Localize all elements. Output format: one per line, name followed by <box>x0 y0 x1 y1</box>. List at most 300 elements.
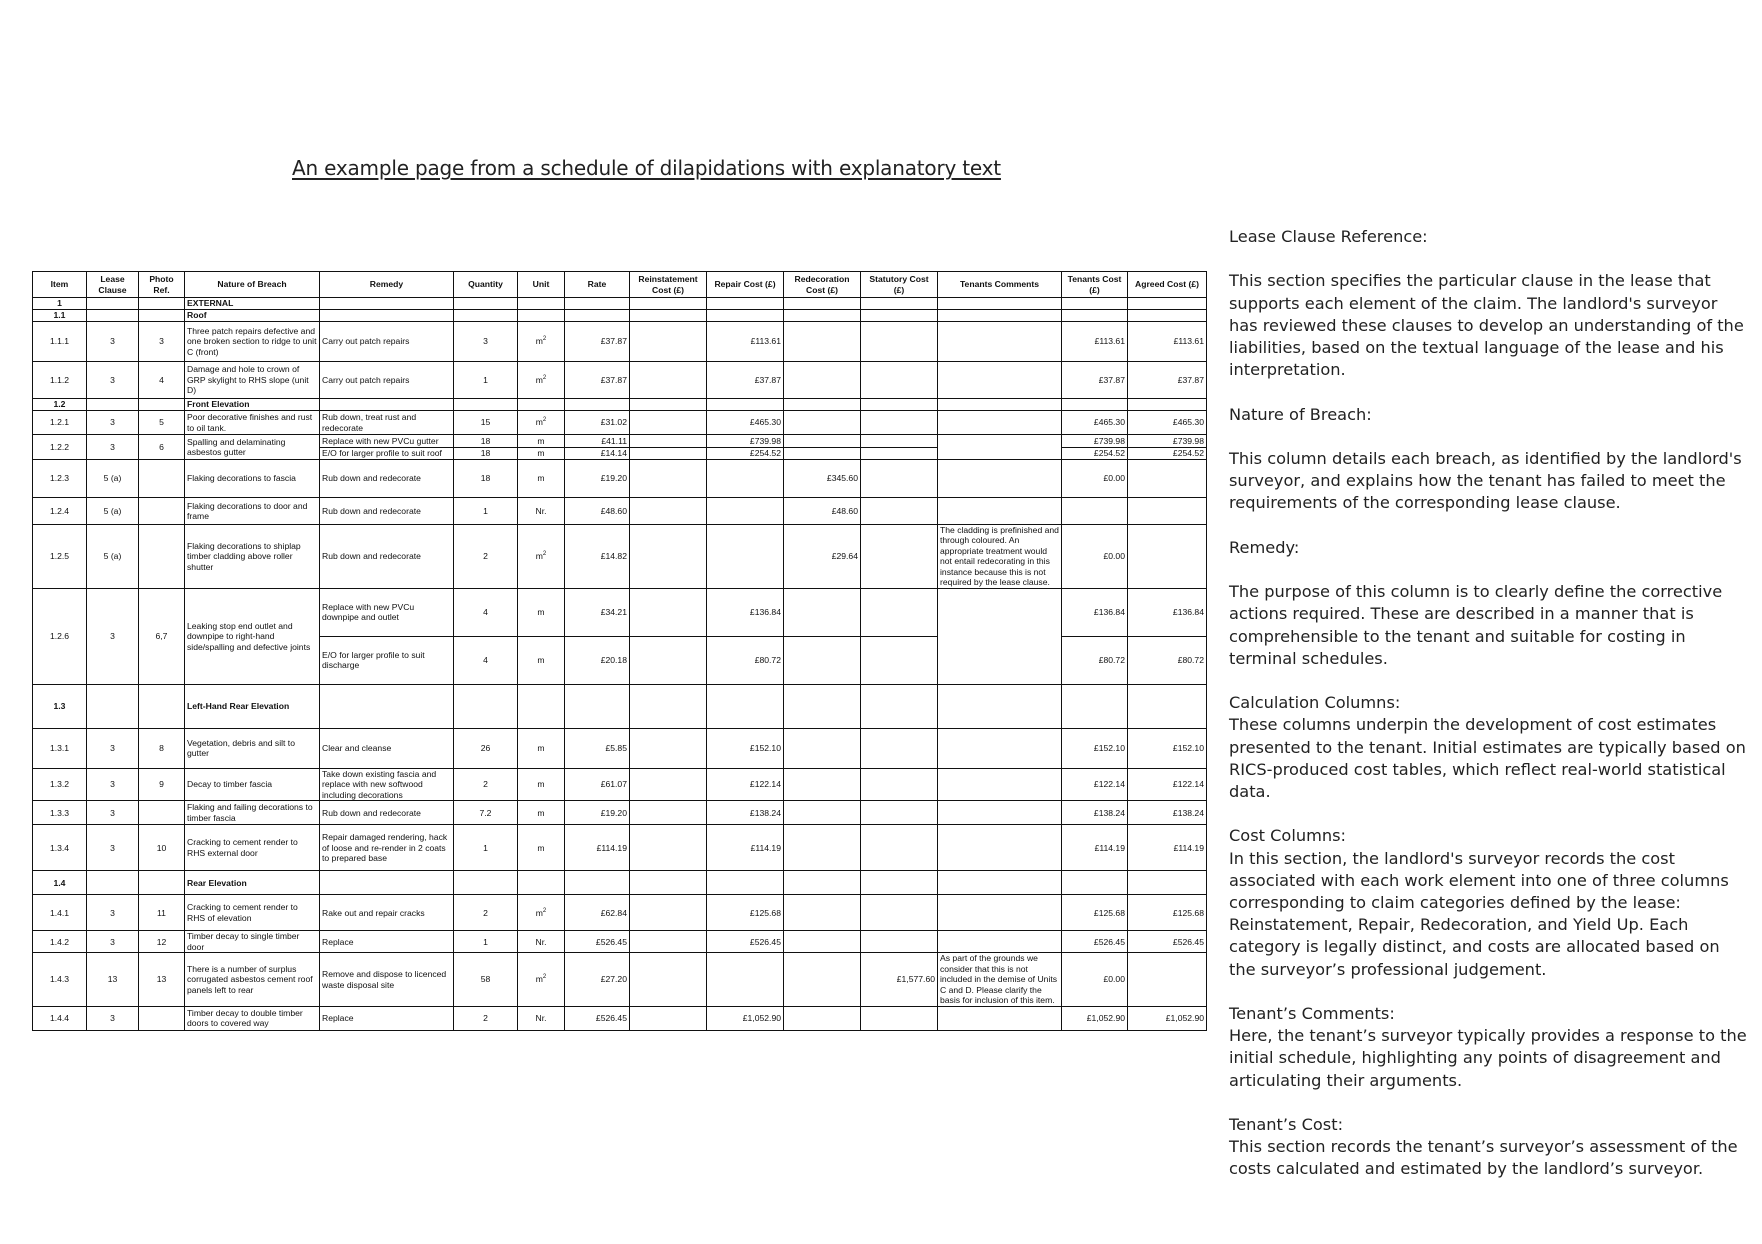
agreed-cost: £739.98 <box>1128 435 1207 448</box>
agreed-cost: £125.68 <box>1128 895 1207 931</box>
header-item: Item <box>33 272 87 298</box>
unit <box>518 322 565 362</box>
redecoration-cost <box>784 931 861 953</box>
unit-text: m <box>535 974 543 985</box>
repair-cost: £739.98 <box>707 435 784 448</box>
unit <box>518 435 565 448</box>
nature-of-breach: Poor decorative finishes and rust to oil tank. <box>185 411 320 435</box>
empty-cell <box>707 871 784 895</box>
photo-ref: 4 <box>139 362 185 399</box>
redecoration-cost <box>784 588 861 636</box>
agreed-cost: £152.10 <box>1128 728 1207 768</box>
unit-text: Nr. <box>535 936 547 947</box>
tenants-comments <box>938 588 1062 684</box>
note-heading: Nature of Breach: <box>1229 404 1372 424</box>
empty-cell <box>139 871 185 895</box>
unit <box>518 525 565 589</box>
unit <box>518 1006 565 1030</box>
statutory-cost <box>861 588 938 636</box>
empty-cell <box>454 310 518 322</box>
remedy: Take down existing fascia and replace with new softwood including decorations <box>320 768 454 800</box>
rate: £526.45 <box>565 931 630 953</box>
section-number: 1.2 <box>33 399 87 411</box>
lease-clause: 3 <box>87 931 139 953</box>
tenants-comments <box>938 362 1062 399</box>
dilapidations-schedule-table <box>32 271 1207 1031</box>
remedy: Replace <box>320 931 454 953</box>
tenants-comments <box>938 435 1062 460</box>
quantity: 18 <box>454 448 518 460</box>
repair-cost: £80.72 <box>707 636 784 684</box>
photo-ref <box>139 1006 185 1030</box>
note-block <box>1229 1114 1749 1181</box>
tenants-comments: As part of the grounds we consider that this is not included in the demise of Units C and D. Please clarify the basis for inclusion of this item. <box>938 953 1062 1006</box>
lease-clause: 5 (a) <box>87 498 139 525</box>
note-block <box>1229 692 1749 803</box>
rate: £61.07 <box>565 768 630 800</box>
note-body: Here, the tenant’s surveyor typically provides a response to the initial schedule, highlighting any points of disagreement and articulating their arguments. <box>1229 1026 1747 1090</box>
empty-cell <box>1062 310 1128 322</box>
rate: £48.60 <box>565 498 630 525</box>
note-block <box>1229 537 1749 670</box>
header-unit: Unit <box>518 272 565 298</box>
tenants-comments <box>938 460 1062 498</box>
reinstatement-cost <box>630 362 707 399</box>
tenants-comments: The cladding is prefinished and through coloured. An appropriate treatment would not entail redecorating in this instance because this is not required by the lease clause. <box>938 525 1062 589</box>
empty-cell <box>630 684 707 728</box>
redecoration-cost <box>784 322 861 362</box>
section-row <box>33 298 1207 310</box>
tenants-cost: £37.87 <box>1062 362 1128 399</box>
note-body: This column details each breach, as identified by the landlord's surveyor, and explains how the tenant has failed to meet the requirements of the corresponding lease clause. <box>1229 448 1742 513</box>
photo-ref: 13 <box>139 953 185 1006</box>
statutory-cost <box>861 448 938 460</box>
tenants-comments <box>938 768 1062 800</box>
statutory-cost <box>861 825 938 871</box>
rate: £37.87 <box>565 322 630 362</box>
header-lease-clause: Lease Clause <box>87 272 139 298</box>
empty-cell <box>139 684 185 728</box>
note-body: In this section, the landlord's surveyor records the cost associated with each work element into one of three columns corresponding to claim categories defined by the lease: Reinstatement, Repair, Redecoration, and Yield Up. Each category is legally distinct, and costs are allocated based on the surveyor’s professional judgement. <box>1229 848 1729 979</box>
agreed-cost: £1,052.90 <box>1128 1006 1207 1030</box>
nature-of-breach: Damage and hole to crown of GRP skylight to RHS slope (unit D) <box>185 362 320 399</box>
empty-cell <box>565 310 630 322</box>
empty-cell <box>87 310 139 322</box>
empty-cell <box>518 298 565 310</box>
unit <box>518 895 565 931</box>
photo-ref: 9 <box>139 768 185 800</box>
remedy: Clear and cleanse <box>320 728 454 768</box>
header-repair-cost: Repair Cost (£) <box>707 272 784 298</box>
repair-cost: £122.14 <box>707 768 784 800</box>
repair-cost: £125.68 <box>707 895 784 931</box>
section-label: Front Elevation <box>185 399 320 411</box>
reinstatement-cost <box>630 588 707 636</box>
unit-superscript: 2 <box>542 974 547 981</box>
empty-cell <box>784 871 861 895</box>
redecoration-cost <box>784 411 861 435</box>
header-remedy: Remedy <box>320 272 454 298</box>
table-row <box>33 525 1207 589</box>
empty-cell <box>454 399 518 411</box>
repair-cost: £152.10 <box>707 728 784 768</box>
unit-text: m <box>535 551 543 562</box>
empty-cell <box>1062 298 1128 310</box>
reinstatement-cost <box>630 448 707 460</box>
reinstatement-cost <box>630 931 707 953</box>
table-row <box>33 895 1207 931</box>
repair-cost: £114.19 <box>707 825 784 871</box>
unit-text: m <box>537 842 545 853</box>
empty-cell <box>320 871 454 895</box>
header-rate: Rate <box>565 272 630 298</box>
remedy: E/O for larger profile to suit discharge <box>320 636 454 684</box>
empty-cell <box>139 399 185 411</box>
note-body: The purpose of this column is to clearly define the corrective actions required. These are described in a manner that is comprehensible to the tenant and suitable for costing in terminal schedules. <box>1229 582 1723 668</box>
item-number: 1.3.4 <box>33 825 87 871</box>
statutory-cost <box>861 931 938 953</box>
tenants-comments <box>938 825 1062 871</box>
explanatory-notes <box>1229 226 1749 1203</box>
quantity: 1 <box>454 362 518 399</box>
quantity: 18 <box>454 435 518 448</box>
nature-of-breach: Flaking decorations to door and frame <box>185 498 320 525</box>
empty-cell <box>454 298 518 310</box>
table-row <box>33 362 1207 399</box>
unit <box>518 588 565 636</box>
quantity: 7.2 <box>454 801 518 825</box>
lease-clause: 5 (a) <box>87 460 139 498</box>
agreed-cost <box>1128 525 1207 589</box>
tenants-cost: £136.84 <box>1062 588 1128 636</box>
redecoration-cost <box>784 801 861 825</box>
rate: £27.20 <box>565 953 630 1006</box>
empty-cell <box>630 298 707 310</box>
note-heading: Calculation Columns: <box>1229 693 1401 713</box>
quantity: 18 <box>454 460 518 498</box>
nature-of-breach: Flaking and failing decorations to timber fascia <box>185 801 320 825</box>
statutory-cost <box>861 768 938 800</box>
unit <box>518 460 565 498</box>
item-number: 1.2.1 <box>33 411 87 435</box>
tenants-cost: £254.52 <box>1062 448 1128 460</box>
repair-cost: £37.87 <box>707 362 784 399</box>
rate: £34.21 <box>565 588 630 636</box>
unit <box>518 953 565 1006</box>
tenants-cost: £114.19 <box>1062 825 1128 871</box>
nature-of-breach: Vegetation, debris and silt to gutter <box>185 728 320 768</box>
lease-clause: 3 <box>87 728 139 768</box>
photo-ref: 5 <box>139 411 185 435</box>
tenants-cost: £113.61 <box>1062 322 1128 362</box>
unit-text: m <box>537 473 545 484</box>
section-number: 1.1 <box>33 310 87 322</box>
table-row <box>33 435 1207 448</box>
repair-cost <box>707 953 784 1006</box>
photo-ref: 6,7 <box>139 588 185 684</box>
note-heading: Remedy: <box>1229 537 1300 557</box>
repair-cost: £465.30 <box>707 411 784 435</box>
table-row <box>33 825 1207 871</box>
statutory-cost: £1,577.60 <box>861 953 938 1006</box>
lease-clause: 3 <box>87 362 139 399</box>
empty-cell <box>1128 684 1207 728</box>
quantity: 2 <box>454 525 518 589</box>
statutory-cost <box>861 322 938 362</box>
remedy: Rub down and redecorate <box>320 801 454 825</box>
empty-cell <box>861 871 938 895</box>
quantity: 2 <box>454 1006 518 1030</box>
note-body: These columns underpin the development of cost estimates presented to the tenant. Initial estimates are typically based on RICS-produced cost tables, which reflect real-world statistical data. <box>1229 715 1746 801</box>
empty-cell <box>938 684 1062 728</box>
statutory-cost <box>861 728 938 768</box>
header-statutory-cost: Statutory Cost (£) <box>861 272 938 298</box>
table-row <box>33 728 1207 768</box>
redecoration-cost <box>784 362 861 399</box>
section-number: 1 <box>33 298 87 310</box>
note-heading: Cost Columns: <box>1229 826 1347 846</box>
tenants-cost: £526.45 <box>1062 931 1128 953</box>
reinstatement-cost <box>630 525 707 589</box>
unit-text: m <box>537 448 545 459</box>
remedy: Replace with new PVCu downpipe and outlet <box>320 588 454 636</box>
tenants-comments <box>938 411 1062 435</box>
redecoration-cost <box>784 895 861 931</box>
item-number: 1.1.1 <box>33 322 87 362</box>
nature-of-breach: Cracking to cement render to RHS external door <box>185 825 320 871</box>
lease-clause: 3 <box>87 825 139 871</box>
table-row <box>33 322 1207 362</box>
tenants-cost: £122.14 <box>1062 768 1128 800</box>
note-heading: Tenant’s Cost: <box>1229 1114 1344 1134</box>
tenants-cost: £0.00 <box>1062 525 1128 589</box>
quantity: 2 <box>454 768 518 800</box>
quantity: 3 <box>454 322 518 362</box>
nature-of-breach: Cracking to cement render to RHS of elevation <box>185 895 320 931</box>
section-label: Rear Elevation <box>185 871 320 895</box>
statutory-cost <box>861 525 938 589</box>
table-row <box>33 931 1207 953</box>
empty-cell <box>861 298 938 310</box>
quantity: 58 <box>454 953 518 1006</box>
lease-clause: 3 <box>87 801 139 825</box>
agreed-cost: £138.24 <box>1128 801 1207 825</box>
agreed-cost: £113.61 <box>1128 322 1207 362</box>
empty-cell <box>707 399 784 411</box>
header-nature-of-breach: Nature of Breach <box>185 272 320 298</box>
empty-cell <box>1062 399 1128 411</box>
repair-cost <box>707 498 784 525</box>
tenants-cost: £152.10 <box>1062 728 1128 768</box>
tenants-cost: £465.30 <box>1062 411 1128 435</box>
photo-ref <box>139 525 185 589</box>
unit <box>518 931 565 953</box>
item-number: 1.3.1 <box>33 728 87 768</box>
tenants-comments <box>938 322 1062 362</box>
empty-cell <box>565 871 630 895</box>
unit-text: m <box>537 743 545 754</box>
tenants-comments <box>938 801 1062 825</box>
note-heading: Lease Clause Reference: <box>1229 227 1428 246</box>
remedy: Remove and dispose to licenced waste disposal site <box>320 953 454 1006</box>
statutory-cost <box>861 411 938 435</box>
item-number: 1.1.2 <box>33 362 87 399</box>
empty-cell <box>565 399 630 411</box>
remedy: Repair damaged rendering, hack of loose and re-render in 2 coats to prepared base <box>320 825 454 871</box>
empty-cell <box>320 399 454 411</box>
repair-cost: £138.24 <box>707 801 784 825</box>
agreed-cost: £465.30 <box>1128 411 1207 435</box>
item-number: 1.2.3 <box>33 460 87 498</box>
empty-cell <box>87 399 139 411</box>
section-number: 1.3 <box>33 684 87 728</box>
header-agreed-cost: Agreed Cost (£) <box>1128 272 1207 298</box>
empty-cell <box>707 684 784 728</box>
unit-text: m <box>537 779 545 790</box>
repair-cost: £254.52 <box>707 448 784 460</box>
unit <box>518 825 565 871</box>
photo-ref <box>139 460 185 498</box>
quantity: 4 <box>454 588 518 636</box>
nature-of-breach: Spalling and delaminating asbestos gutter <box>185 435 320 460</box>
tenants-comments <box>938 931 1062 953</box>
nature-of-breach: Decay to timber fascia <box>185 768 320 800</box>
redecoration-cost: £345.60 <box>784 460 861 498</box>
section-row <box>33 399 1207 411</box>
note-block <box>1229 825 1749 980</box>
agreed-cost <box>1128 953 1207 1006</box>
quantity: 15 <box>454 411 518 435</box>
repair-cost: £1,052.90 <box>707 1006 784 1030</box>
section-label: Roof <box>185 310 320 322</box>
table-row <box>33 588 1207 636</box>
unit-superscript: 2 <box>542 336 547 343</box>
statutory-cost <box>861 435 938 448</box>
reinstatement-cost <box>630 895 707 931</box>
unit-text: Nr. <box>535 1013 547 1023</box>
reinstatement-cost <box>630 435 707 448</box>
remedy: Rub down and redecorate <box>320 460 454 498</box>
table-row <box>33 460 1207 498</box>
remedy: Replace <box>320 1006 454 1030</box>
table-row <box>33 498 1207 525</box>
empty-cell <box>861 399 938 411</box>
unit-superscript: 2 <box>542 374 547 381</box>
tenants-comments <box>938 728 1062 768</box>
tenants-cost <box>1062 498 1128 525</box>
empty-cell <box>630 310 707 322</box>
unit <box>518 636 565 684</box>
rate: £14.82 <box>565 525 630 589</box>
remedy: Rub down and redecorate <box>320 498 454 525</box>
section-label: EXTERNAL <box>185 298 320 310</box>
reinstatement-cost <box>630 460 707 498</box>
empty-cell <box>861 310 938 322</box>
rate: £31.02 <box>565 411 630 435</box>
nature-of-breach: Leaking stop end outlet and downpipe to right-hand side/spalling and defective joints <box>185 588 320 684</box>
section-number: 1.4 <box>33 871 87 895</box>
unit-superscript: 2 <box>542 417 547 424</box>
empty-cell <box>320 684 454 728</box>
quantity: 1 <box>454 825 518 871</box>
nature-of-breach: Flaking decorations to fascia <box>185 460 320 498</box>
empty-cell <box>630 871 707 895</box>
item-number: 1.4.3 <box>33 953 87 1006</box>
rate: £62.84 <box>565 895 630 931</box>
header-quantity: Quantity <box>454 272 518 298</box>
header-tenants-comments: Tenants Comments <box>938 272 1062 298</box>
lease-clause: 3 <box>87 768 139 800</box>
lease-clause: 3 <box>87 1006 139 1030</box>
empty-cell <box>87 298 139 310</box>
remedy: E/O for larger profile to suit roof <box>320 448 454 460</box>
lease-clause: 3 <box>87 588 139 684</box>
section-row <box>33 871 1207 895</box>
quantity: 26 <box>454 728 518 768</box>
statutory-cost <box>861 498 938 525</box>
unit-text: Nr. <box>535 505 547 516</box>
redecoration-cost <box>784 825 861 871</box>
agreed-cost: £37.87 <box>1128 362 1207 399</box>
unit <box>518 362 565 399</box>
reinstatement-cost <box>630 728 707 768</box>
reinstatement-cost <box>630 825 707 871</box>
reinstatement-cost <box>630 498 707 525</box>
empty-cell <box>1062 684 1128 728</box>
item-number: 1.2.6 <box>33 588 87 684</box>
quantity: 1 <box>454 498 518 525</box>
table-row <box>33 801 1207 825</box>
nature-of-breach: Timber decay to single timber door <box>185 931 320 953</box>
statutory-cost <box>861 801 938 825</box>
agreed-cost <box>1128 460 1207 498</box>
remedy: Carry out patch repairs <box>320 362 454 399</box>
photo-ref: 6 <box>139 435 185 460</box>
tenants-cost: £125.68 <box>1062 895 1128 931</box>
statutory-cost <box>861 460 938 498</box>
photo-ref: 8 <box>139 728 185 768</box>
quantity: 4 <box>454 636 518 684</box>
empty-cell <box>707 310 784 322</box>
section-row <box>33 310 1207 322</box>
empty-cell <box>861 684 938 728</box>
unit-text: m <box>537 807 545 818</box>
lease-clause: 3 <box>87 435 139 460</box>
note-block <box>1229 404 1749 515</box>
reinstatement-cost <box>630 411 707 435</box>
statutory-cost <box>861 1006 938 1030</box>
repair-cost <box>707 460 784 498</box>
rate: £37.87 <box>565 362 630 399</box>
empty-cell <box>518 871 565 895</box>
redecoration-cost <box>784 768 861 800</box>
agreed-cost: £526.45 <box>1128 931 1207 953</box>
empty-cell <box>1128 310 1207 322</box>
unit-text: m <box>537 655 545 666</box>
unit <box>518 448 565 460</box>
nature-of-breach: Three patch repairs defective and one broken section to ridge to unit C (front) <box>185 322 320 362</box>
tenants-cost: £80.72 <box>1062 636 1128 684</box>
rate: £14.14 <box>565 448 630 460</box>
section-label: Left-Hand Rear Elevation <box>185 684 320 728</box>
photo-ref: 11 <box>139 895 185 931</box>
remedy: Rub down and redecorate <box>320 525 454 589</box>
unit-text: m <box>535 417 543 428</box>
empty-cell <box>630 399 707 411</box>
empty-cell <box>784 399 861 411</box>
section-row <box>33 684 1207 728</box>
header-redecoration-cost: Redecoration Cost (£) <box>784 272 861 298</box>
